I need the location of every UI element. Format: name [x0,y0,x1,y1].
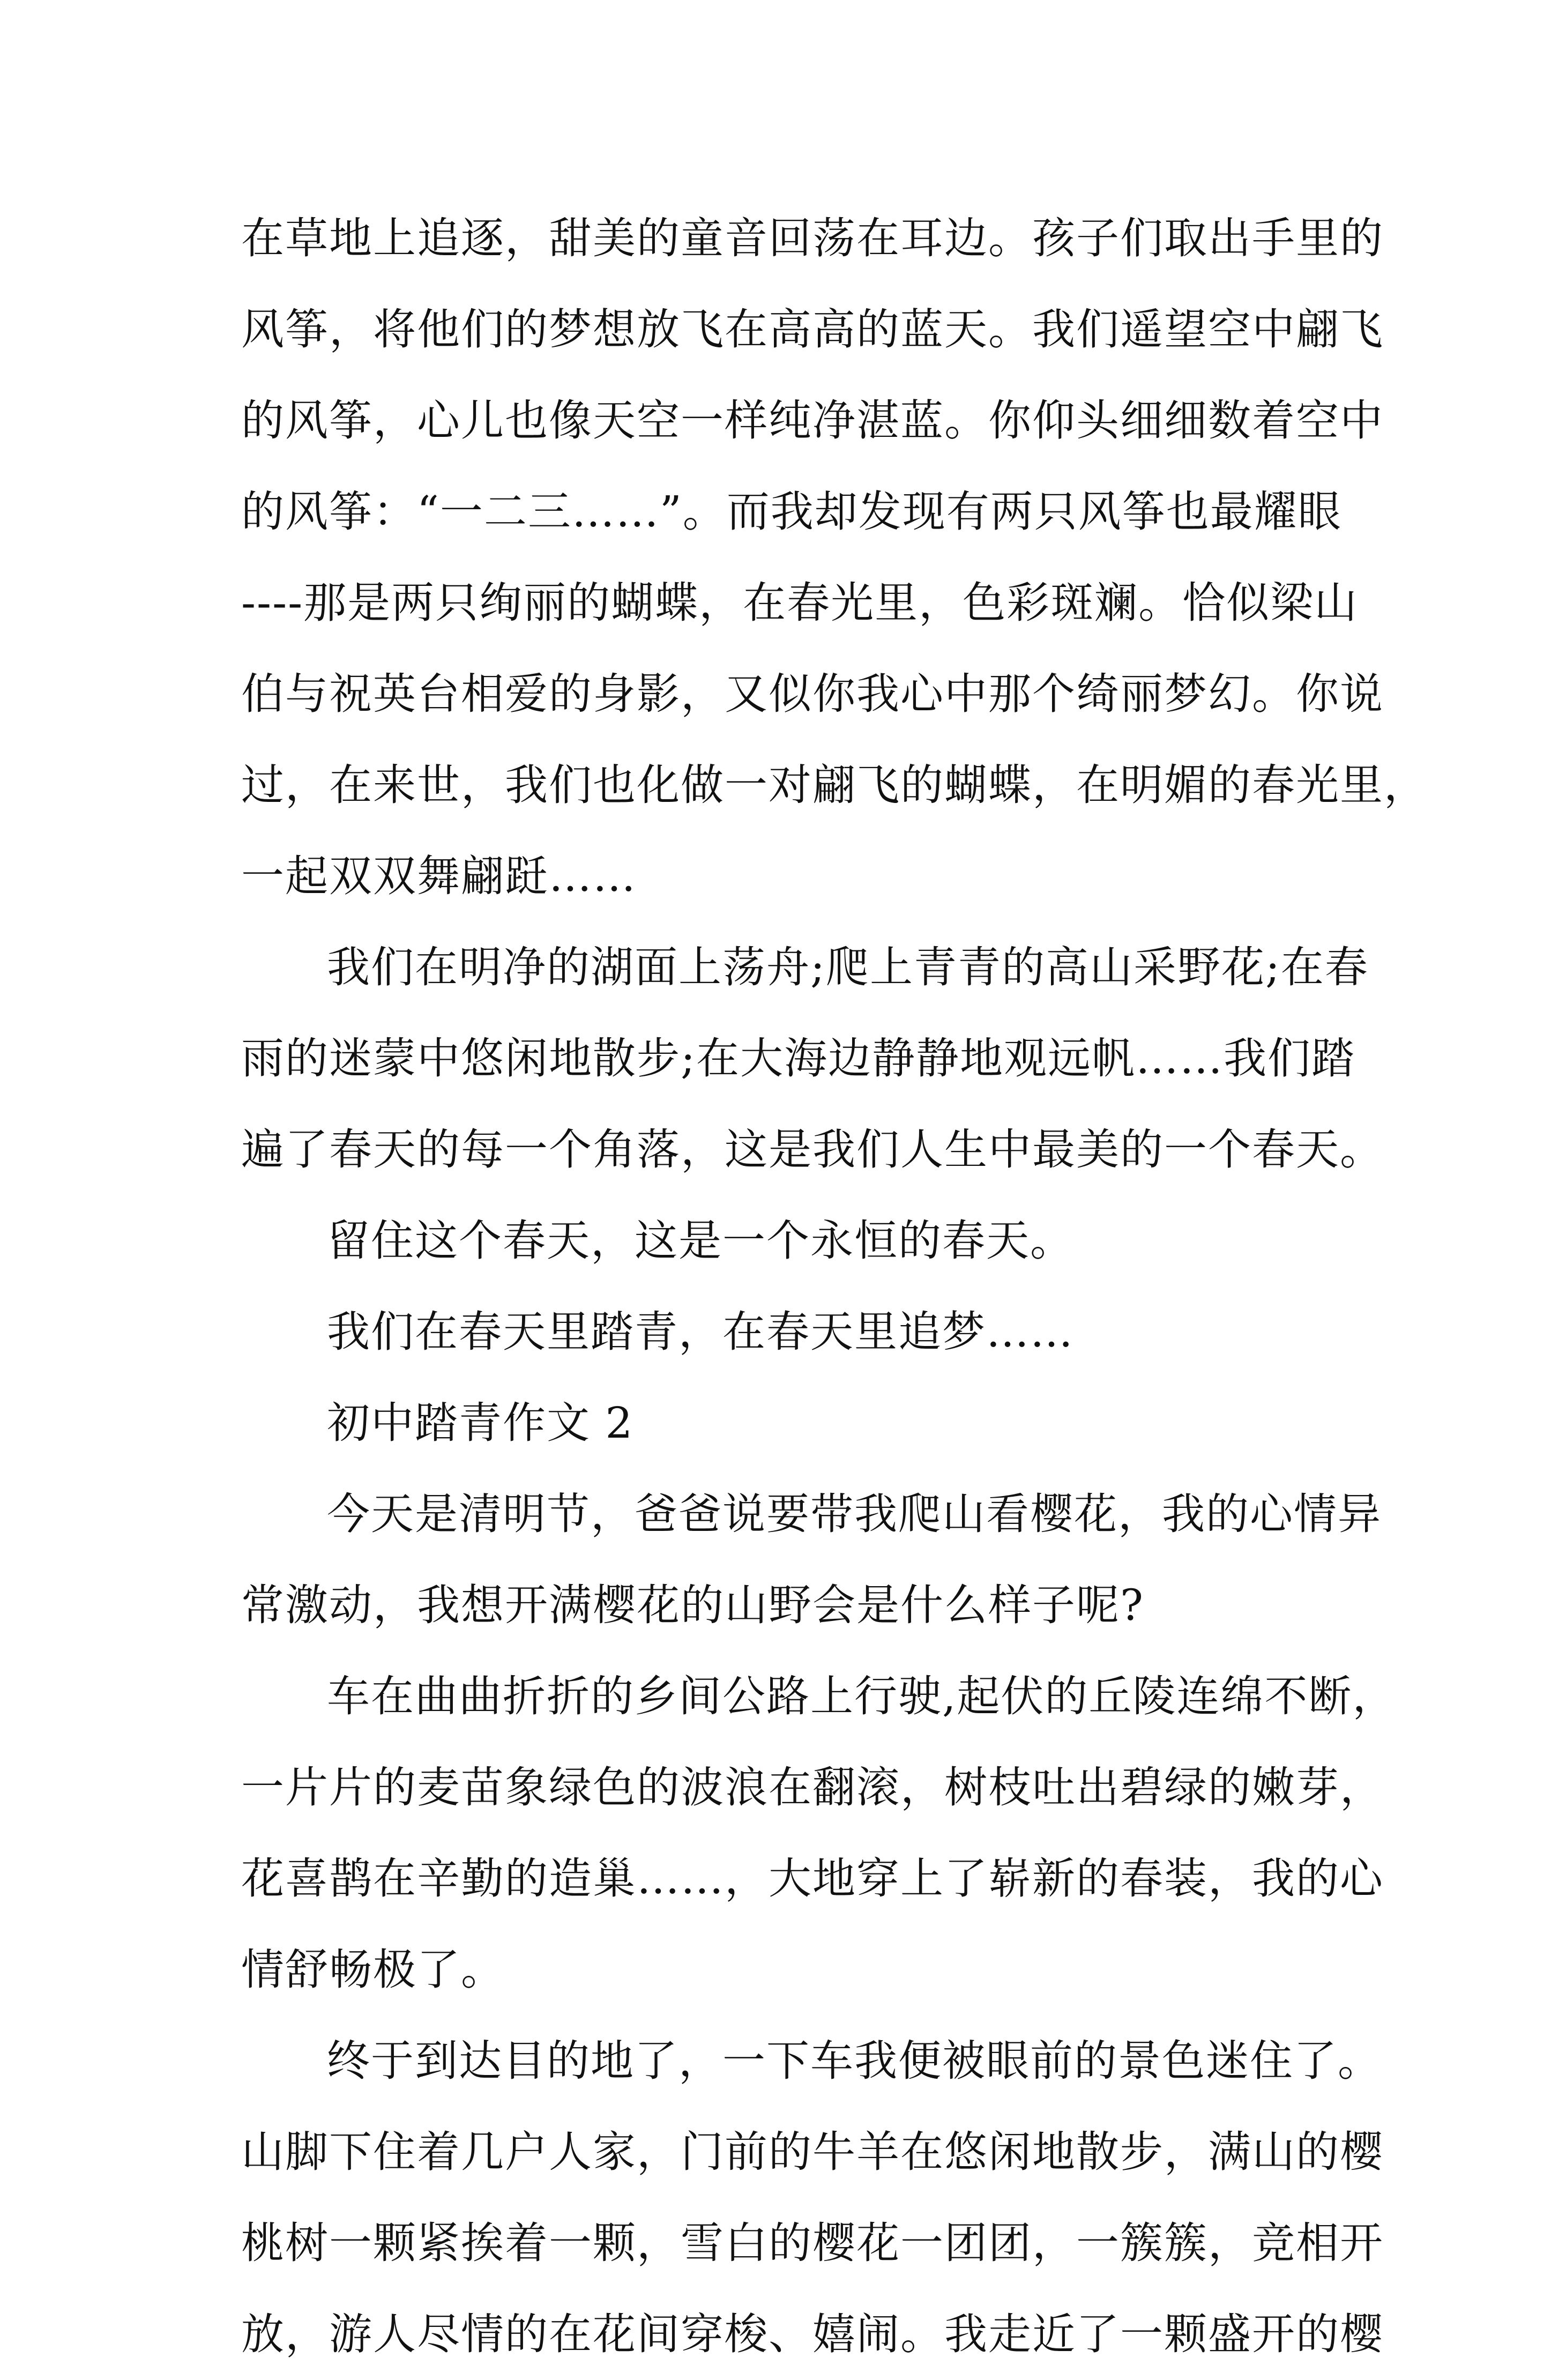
text-line: 在草地上追逐，甜美的童音回荡在耳边。孩子们取出手里的 [241,213,1384,263]
text-line: 过，在来世，我们也化做一对翩飞的蝴蝶，在明媚的春光里， [241,760,1428,810]
text-line: 风筝，将他们的梦想放飞在高高的蓝天。我们遥望空中翩飞 [241,304,1384,354]
text-line: 桃树一颗紧挨着一颗，雪白的樱花一团团，一簇簇，竞相开 [241,2218,1384,2268]
text-line: 遍了春天的每一个角落，这是我们人生中最美的一个春天。 [241,1125,1384,1174]
text-line: 常激动，我想开满樱花的山野会是什么样子呢? [241,1580,1144,1630]
text-line: 一起双双舞翩跹…… [241,851,637,901]
text-line: 伯与祝英台相爱的身影，又似你我心中那个绮丽梦幻。你说 [241,669,1384,719]
paragraph-first-line: 我们在春天里踏青，在春天里追梦…… [327,1307,1074,1357]
text-line: 的风筝，心儿也像天空一样纯净湛蓝。你仰头细细数着空中 [241,396,1384,445]
text-line: 山脚下住着几户人家，门前的牛羊在悠闲地散步，满山的樱 [241,2127,1384,2177]
text-line: 情舒畅极了。 [241,1945,505,1995]
paragraph-first-line: 我们在明净的湖面上荡舟;爬上青青的高山采野花;在春 [327,942,1369,992]
section-heading: 初中踏青作文 2 [327,1398,634,1448]
text-line: 的风筝：“一二三……”。而我却发现有两只风筝也最耀眼 [241,487,1342,537]
paragraph-first-line: 留住这个春天，这是一个永恒的春天。 [327,1216,1074,1266]
text-line: 放，游人尽情的在花间穿梭、嬉闹。我走近了一颗盛开的樱 [241,2309,1384,2359]
paragraph-first-line: 车在曲曲折折的乡间公路上行驶,起伏的丘陵连绵不断， [327,1671,1397,1721]
document-page [241,193,1428,2380]
text-line: 花喜鹊在辛勤的造巢……，大地穿上了崭新的春装，我的心 [241,1854,1384,1903]
text-line: ----那是两只绚丽的蝴蝶，在春光里，色彩斑斓。恰似梁山 [241,578,1359,628]
paragraph-first-line: 终于到达目的地了，一下车我便被眼前的景色迷住了。 [327,2036,1382,2086]
text-line: 一片片的麦苗象绿色的波浪在翻滚，树枝吐出碧绿的嫩芽， [241,1762,1384,1812]
text-line: 雨的迷蒙中悠闲地散步;在大海边静静地观远帆……我们踏 [241,1033,1355,1083]
paragraph-first-line: 今天是清明节，爸爸说要带我爬山看樱花，我的心情异 [327,1489,1382,1539]
